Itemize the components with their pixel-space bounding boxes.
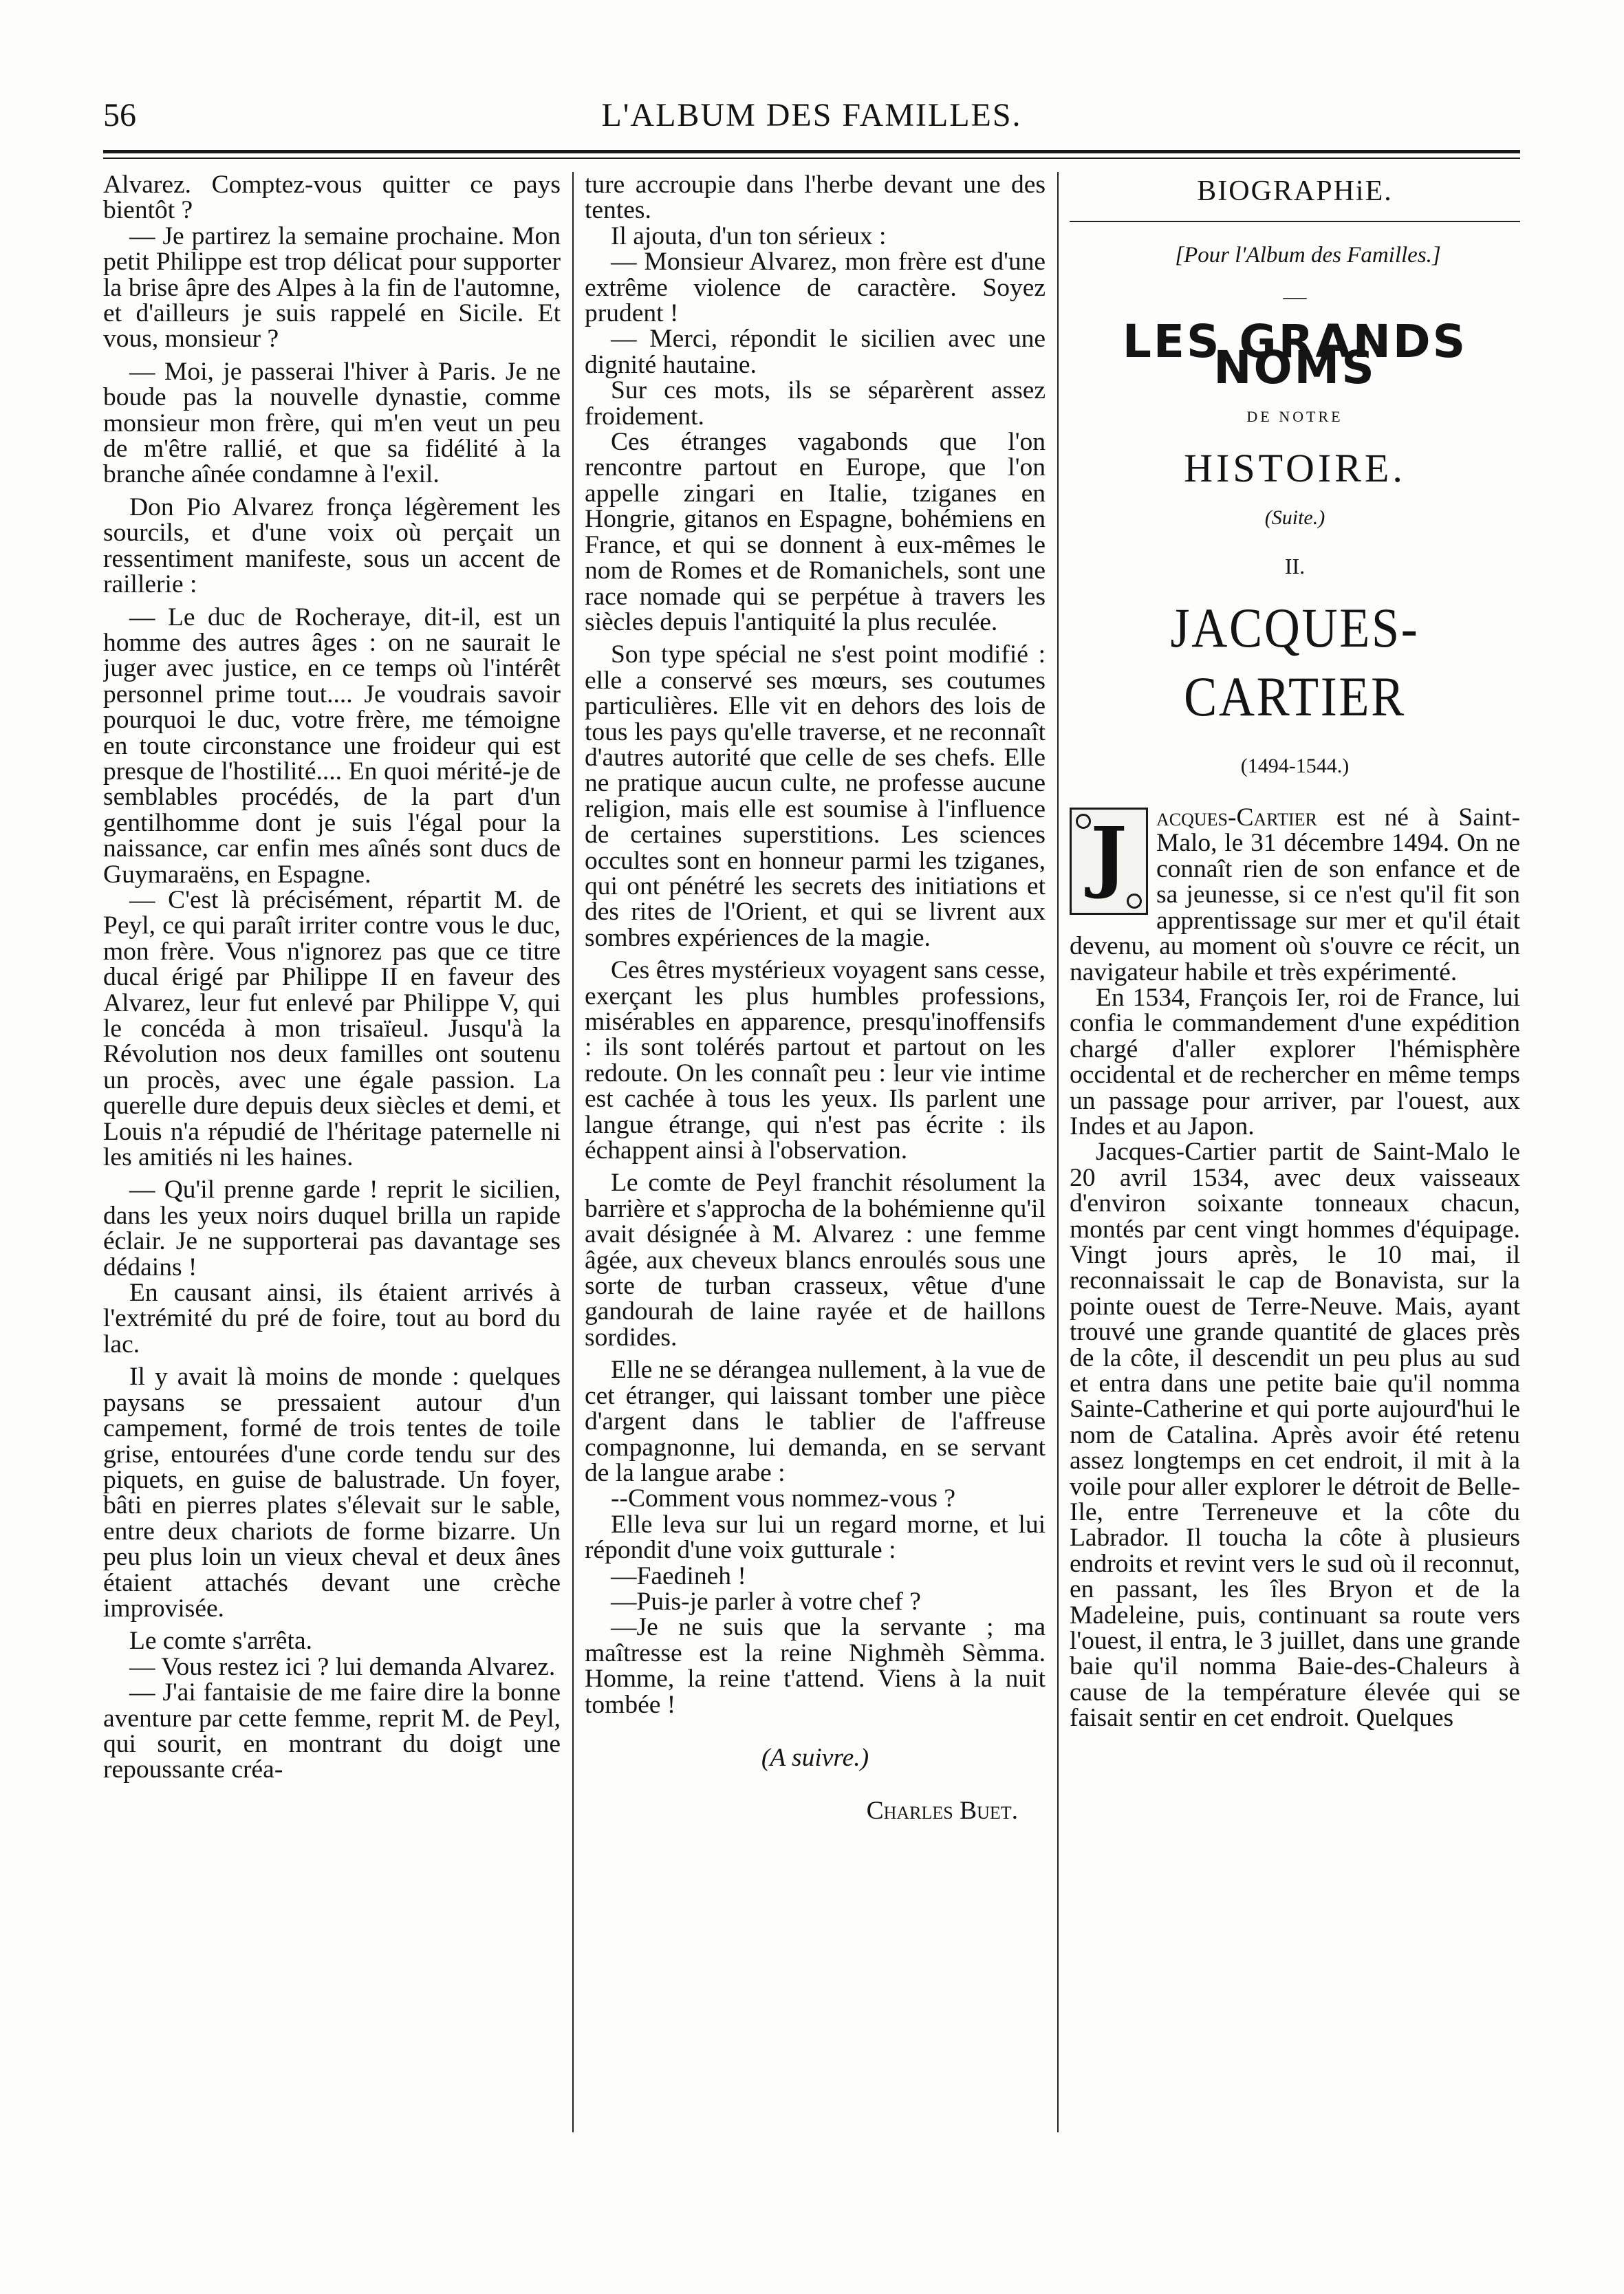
paragraph: Il ajouta, d'un ton sérieux :: [611, 221, 887, 250]
paragraph: — C'est là précisément, répartit M. de Peyl, ce qui paraît irriter contre vous le duc, mon frère. Vous n'ignorez pas que ce titre ducal érigé par Philippe II en faveur des Alvarez, leur fut enlevé par Philippe V, qui le concéda à mon trisaïeul. Jusqu'à la Révolution nos deux familles ont soutenu un procès, avec une égale passion. La querelle dure depuis deux siècles et demi, et Louis n'a répudié de l'héritage paternelle ni les amitiés ni les haines.: [103, 885, 561, 1172]
paragraph: — Merci, répondit le sicilien avec une dignité hautaine.: [585, 325, 1046, 379]
paragraph: — Qu'il prenne garde ! reprit le sicilien, dans les yeux noirs duquel brilla un rapide éclair. Je ne supporterai pas davantage ses dédains !: [103, 1176, 561, 1281]
first-paragraph-text: est né à Saint-Malo, le 31 décembre 1494. On ne connaît rien de son enfance et de sa jeunesse, si ce n'est qu'il fit son apprentissage sur mer et qu'il était devenu, au moment où s'ouvre ce récit, un navigateur habile et très expérimenté.: [1070, 803, 1520, 986]
paragraph: Ces êtres mystérieux voyagent sans cesse, exerçant les plus humbles professions, misérables en apparence, presqu'inoffensifs : ils sont tolérés partout et partout on les redoute. On les connaît peu : leur vie intime est cachée à tous les yeux. Ils parlent une langue étrange, qui n'est pas écrite : ils échappent ainsi à l'observation.: [585, 956, 1046, 1165]
page-number: 56: [103, 97, 136, 133]
paragraph: — Monsieur Alvarez, mon frère est d'une extrême violence de caractère. Soyez prudent !: [585, 248, 1046, 328]
paragraph: Son type spécial ne s'est point modifié : elle a conservé ses mœurs, ses coutumes particulières. Elle vit en dehors des lois de tous les pays qu'elle traverse, et ne reconnaît d'autres autorité que celle de ses chefs. Elle ne pratique aucun culte, ne professe aucune religion, mais elle est soumise à l'influence de certaines superstitions. Les sciences occultes sont en honneur parmi les tziganes, qui ont pénétré les secrets des initiations et des rites de l'Orient, et qui se livrent aux sombres expériences de la magie.: [585, 640, 1046, 952]
paragraph: Le comte s'arrêta.: [129, 1627, 312, 1656]
series-subline: DE NOTRE: [1246, 408, 1343, 426]
paragraph: — Je partirez la semaine prochaine. Mon petit Philippe est trop délicat pour supporter la brise âpre des Alpes à la fin de l'automne, et d'ailleurs je suis rappelé en Sicile. Et vous, monsieur ?: [103, 221, 561, 354]
column-3: [1070, 172, 1520, 2263]
running-title: L'ALBUM DES FAMILLES.: [601, 97, 1022, 133]
section-rule: [1070, 221, 1520, 222]
page-header: [103, 96, 1520, 144]
paragraph: ture accroupie dans l'herbe devant une des tentes.: [585, 172, 1046, 225]
column-2: [585, 172, 1046, 2263]
author-signature: Charles Buet.: [866, 1797, 1018, 1826]
suite-note: (Suite.): [1264, 506, 1325, 529]
paragraph: Sur ces mots, ils se séparèrent assez froidement.: [585, 376, 1046, 431]
paragraph: —Je ne suis que la servante ; ma maîtresse est la reine Nighmèh Sèmma. Homme, la reine t'attend. Viens à la nuit tombée !: [585, 1613, 1046, 1719]
to-follow-note: (A suivre.): [761, 1743, 869, 1772]
dropcap-letter: J: [1090, 811, 1127, 902]
series-history: HISTOIRE.: [1184, 446, 1406, 491]
article-title: JACQUES-CARTIER: [1170, 596, 1420, 728]
column-divider-2: [1057, 172, 1059, 2132]
separator-dash: —: [1283, 283, 1307, 310]
header-rule-thin: [103, 158, 1520, 159]
paragraph: — Le duc de Rocheraye, dit-il, est un homme des autres âges : on ne saurait le juger avec justice, en ce temps où l'intérêt personnel prime tout.... Je voudrais savoir pourquoi le duc, votre frère, me témoigne en toute circonstance une froideur qui est presque de l'hostilité.... En quoi mérité-je de semblables procédés, de la part d'un gentilhomme dont je suis l'égal pour la naissance, car enfin mes aînés sont ducs de Guymaraëns, en Espagne.: [103, 603, 561, 889]
header-rule-thick: [103, 150, 1520, 153]
paragraph: —Puis-je parler à votre chef ?: [611, 1587, 921, 1616]
paragraph: —Faedineh !: [611, 1561, 746, 1590]
paragraph: En causant ainsi, ils étaient arrivés à l'extrémité du pré de foire, tout au bord du lac.: [103, 1279, 561, 1359]
paragraph: Il y avait là moins de monde : quelques paysans se pressaient autour d'un campement, formé de trois tentes de toile grise, entourées d'une corde tendu sur des piquets, en guise de balustrade. Un foyer, bâti en pierres plates s'élevait sur le sable, entre deux chariots de forme bizarre. Un peu plus loin un vieux cheval et deux ânes étaient attachés devant une crèche improvisée.: [103, 1363, 561, 1623]
life-dates: (1494-1544.): [1240, 754, 1350, 777]
paragraph: Jacques-Cartier partit de Saint-Malo le 20 avril 1534, avec deux vaisseaux d'environ soixante tonneaux chacun, montés par cent vingt hommes d'équipage. Vingt jours après, le 10 mai, il reconnaissait le cap de Bonavista, sur la pointe ouest de Terre-Neuve. Mais, ayant trouvé une grande quantité de glaces près de la côte, il descendit un peu plus au sud et entra dans une petite baie qu'il nomma Sainte-Catherine et qui porte aujourd'hui le nom de Catalina. Après avoir été retenu assez longtemps en cet endroit, il mit à la voile pour aller explorer le détroit de Belle-Ile, entre Terreneuve et la côte du Labrador. Il toucha la côte à plusieurs endroits et revint vers le sud où il reconnut, en passant, les îles Bryon et de la Madeleine, puis, continuant sa route vers l'ouest, il entra, le 3 juillet, dans une grande baie qu'il nomma Baie-des-Chaleurs à cause de la température élevée qui se faisait sentir en cet endroit. Quelques: [1070, 1138, 1520, 1733]
column-divider-1: [572, 172, 574, 2132]
column-1: [103, 172, 561, 2263]
paragraph: Le comte de Peyl franchit résolument la barrière et s'approcha de la bohémienne qu'il avait désignée à M. Alvarez : une femme âgée, aux cheveux blancs enroulés sous une sorte de turban crasseux, vêtue d'une gandourah de laine rayée et de haillons sordides.: [585, 1169, 1046, 1352]
paragraph: Elle ne se dérangea nullement, à la vue de cet étranger, qui laissant tomber une pièce d'argent dans le tablier de l'affreuse compagnonne, lui demanda, en se servant de la langue arabe :: [585, 1356, 1046, 1487]
lead-caps: acques-Cartier: [1156, 803, 1317, 832]
paragraph: — Vous restez ici ? lui demanda Alvarez.: [129, 1652, 556, 1681]
series-title: LES GRANDS NOMS: [1122, 315, 1468, 394]
paragraph: Elle leva sur lui un regard morne, et lui répondit d'une voix gutturale :: [585, 1510, 1046, 1565]
first-paragraph: [1070, 805, 1520, 985]
dropcap-ornament: [1070, 808, 1148, 915]
paragraph: Alvarez. Comptez-vous quitter ce pays bientôt ?: [103, 172, 561, 225]
chapter-number: II.: [1284, 554, 1306, 579]
paragraph: En 1534, François Ier, roi de France, lui confia le commandement d'une expédition chargé d'aller explorer l'hémisphère occidental et de rechercher en même temps un passage pour arriver, par l'ouest, aux Indes et au Japon.: [1070, 983, 1520, 1140]
source-note: [Pour l'Album des Familles.]: [1175, 243, 1441, 268]
paragraph: — J'ai fantaisie de me faire dire la bonne aventure par cette femme, reprit M. de Peyl, qui sourit, en montrant du doigt une repoussante créa-: [103, 1678, 561, 1784]
paragraph: Don Pio Alvarez fronça légèrement les sourcils, et d'une voix où perçait un ressentiment manifeste, sous un accent de raillerie :: [103, 493, 561, 599]
paragraph: --Comment vous nommez-vous ?: [611, 1484, 955, 1513]
section-title: BIOGRAPHiE.: [1197, 175, 1393, 207]
paragraph: — Moi, je passerai l'hiver à Paris. Je ne boude pas la nouvelle dynastie, comme monsieur mon frère, qui m'en veut un peu de m'être rallié, et que sa fidélité à la branche aînée condamne à l'exil.: [103, 357, 561, 489]
paragraph: Ces étranges vagabonds que l'on rencontre partout en Europe, que l'on appelle zingari en Italie, tziganes en Hongrie, gitanos en Espagne, bohémiens en France, et qui se donnent à eux-mêmes le nom de Romes et de Romanichels, sont une race nomade qui se perpétue à travers les siècles depuis l'antiquité la plus reculée.: [585, 428, 1046, 636]
